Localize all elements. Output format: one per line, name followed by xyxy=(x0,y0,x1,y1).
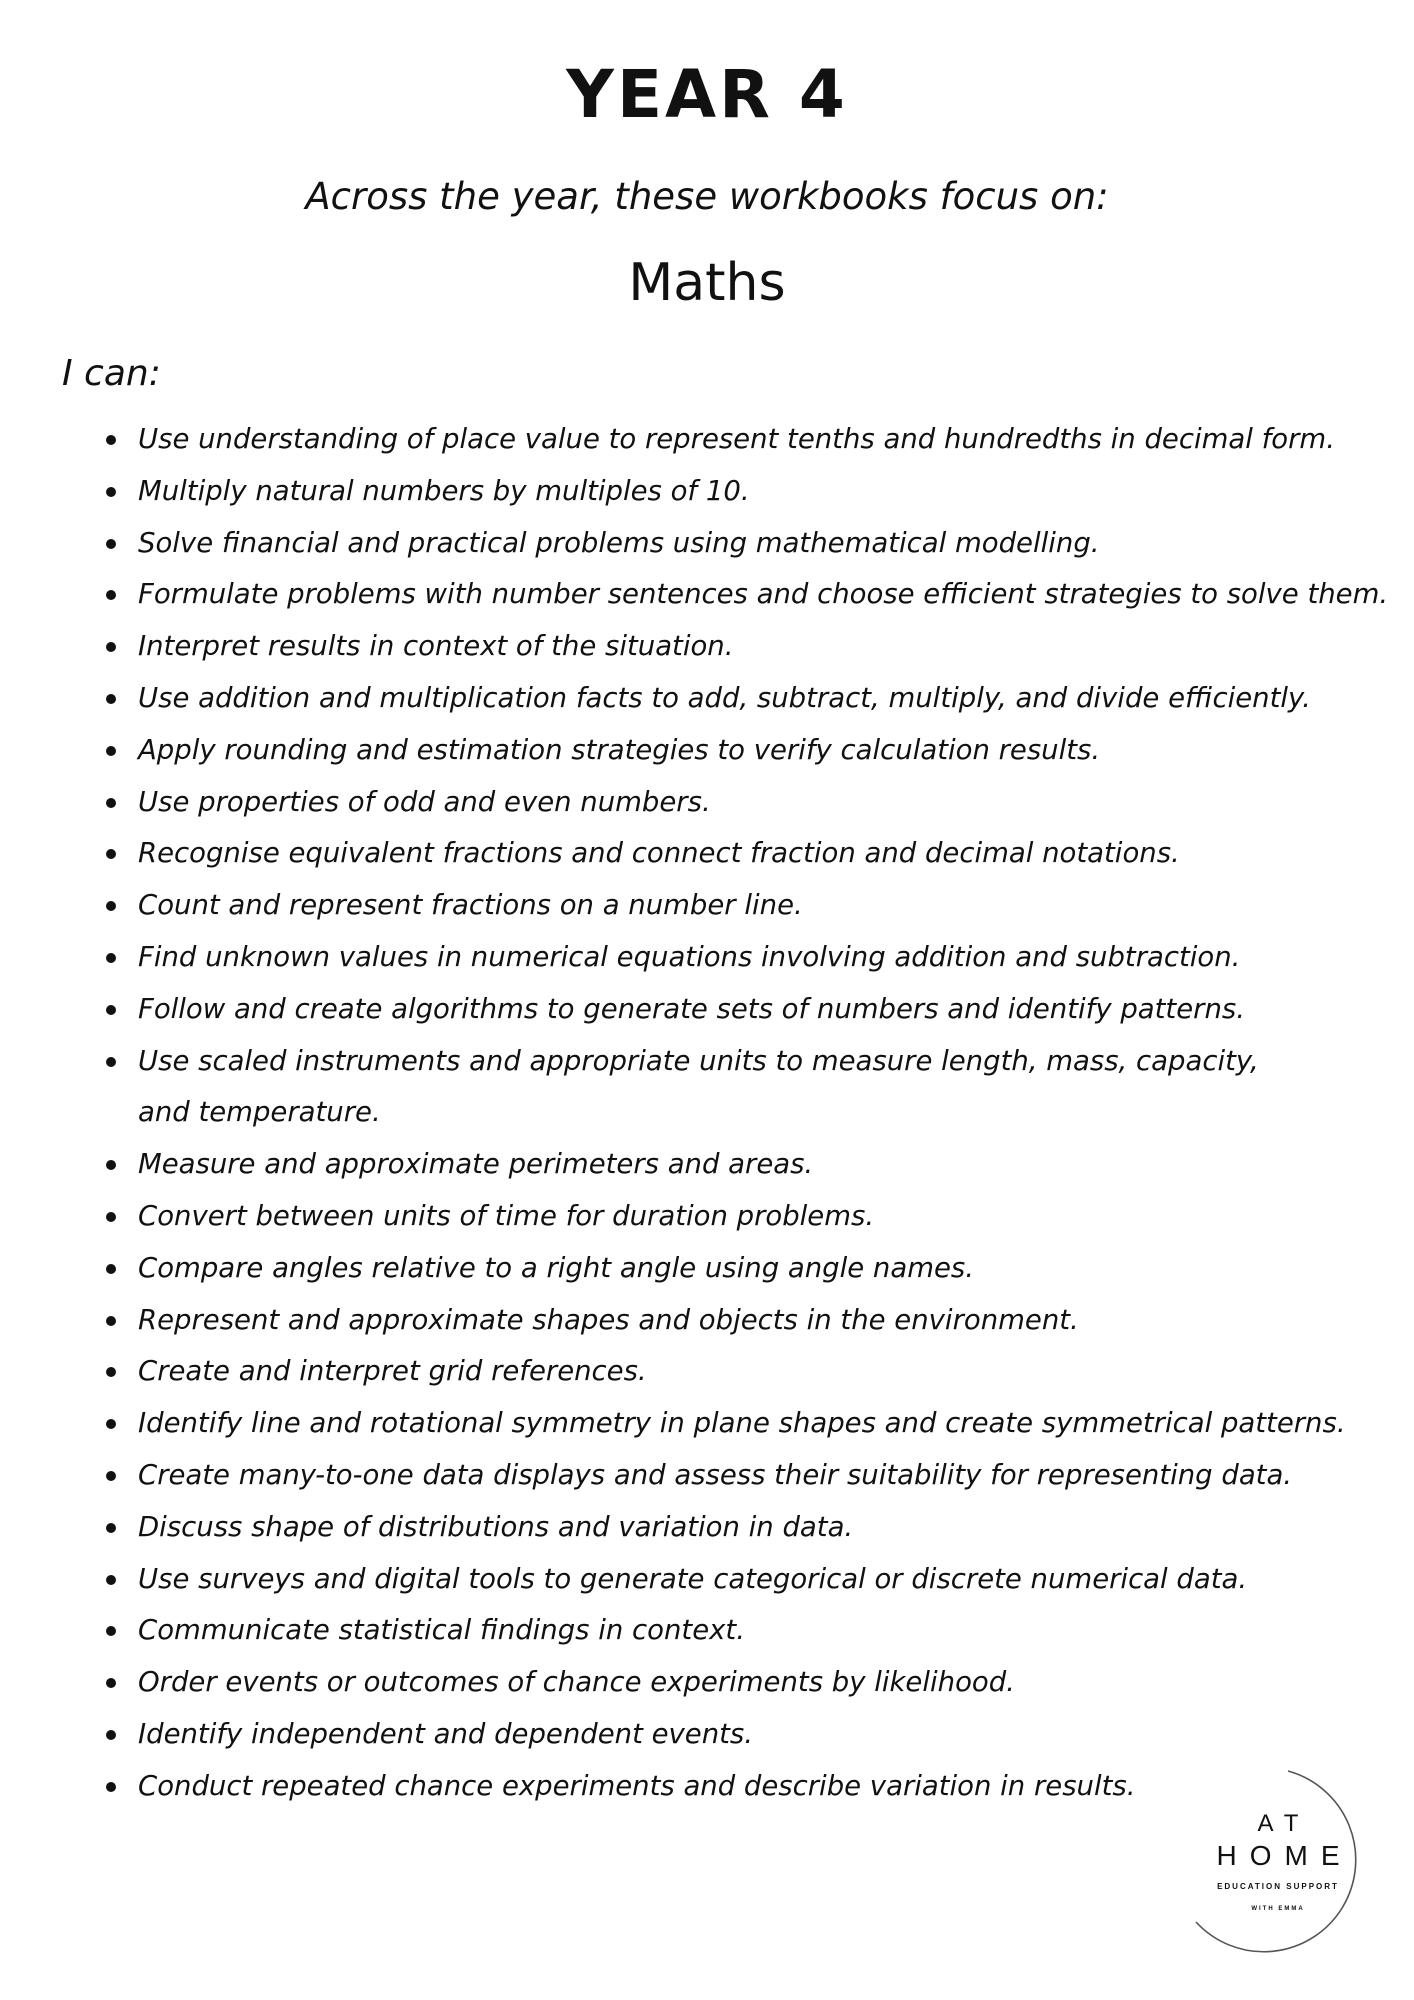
list-item: Create many-to-one data displays and assess their suitability for representing data. xyxy=(0,1450,1414,1502)
list-item: Follow and create algorithms to generate sets of numbers and identify patterns. xyxy=(0,984,1414,1036)
list-item: Multiply natural numbers by multiples of 10. xyxy=(0,466,1414,518)
list-item: Discuss shape of distributions and variation in data. xyxy=(0,1502,1414,1554)
list-item: Apply rounding and estimation strategies to verify calculation results. xyxy=(0,725,1414,777)
list-item: Compare angles relative to a right angle using angle names. xyxy=(0,1243,1414,1295)
list-item: Conduct repeated chance experiments and describe variation in results. xyxy=(0,1761,1414,1813)
page-subtitle: Across the year, these workbooks focus on: xyxy=(305,175,1109,218)
outcomes-list xyxy=(0,414,1414,1813)
list-item: Use properties of odd and even numbers. xyxy=(0,777,1414,829)
page-title: YEAR 4 xyxy=(566,56,848,133)
list-item: Use understanding of place value to represent tenths and hundredths in decimal form. xyxy=(0,414,1414,466)
list-item: Count and represent fractions on a number line. xyxy=(0,880,1414,932)
list-item: Identify line and rotational symmetry in plane shapes and create symmetrical patterns. xyxy=(0,1398,1414,1450)
intro-label: I can: xyxy=(62,353,161,394)
list-item: Formulate problems with number sentences and choose efficient strategies to solve them. xyxy=(0,569,1414,621)
brand-logo xyxy=(1178,1762,1378,1962)
list-item: Recognise equivalent fractions and connect fraction and decimal notations. xyxy=(0,828,1414,880)
list-item: Interpret results in context of the situation. xyxy=(0,621,1414,673)
list-item: Create and interpret grid references. xyxy=(0,1346,1414,1398)
list-item: Find unknown values in numerical equations involving addition and subtraction. xyxy=(0,932,1414,984)
list-item: Measure and approximate perimeters and areas. xyxy=(0,1139,1414,1191)
subject-heading: Maths xyxy=(628,253,786,313)
list-item: Identify independent and dependent events. xyxy=(0,1709,1414,1761)
logo-text-at: AT xyxy=(1257,1810,1311,1837)
list-item: Use addition and multiplication facts to add, subtract, multiply, and divide efficiently. xyxy=(0,673,1414,725)
logo-text-byline: WITH EMMA xyxy=(1251,1906,1305,1912)
list-item: Communicate statistical findings in context. xyxy=(0,1605,1414,1657)
list-item: Represent and approximate shapes and objects in the environment. xyxy=(0,1295,1414,1347)
logo-text-tagline: EDUCATION SUPPORT xyxy=(1217,1882,1339,1891)
list-item: Order events or outcomes of chance experiments by likelihood. xyxy=(0,1657,1414,1709)
list-item: Convert between units of time for duration problems. xyxy=(0,1191,1414,1243)
list-item: Use scaled instruments and appropriate units to measure length, mass, capacity, and temperature. xyxy=(0,1036,1414,1140)
list-item: Use surveys and digital tools to generate categorical or discrete numerical data. xyxy=(0,1554,1414,1606)
list-item: Solve financial and practical problems using mathematical modelling. xyxy=(0,518,1414,570)
logo-text-home: HOME xyxy=(1216,1840,1353,1871)
